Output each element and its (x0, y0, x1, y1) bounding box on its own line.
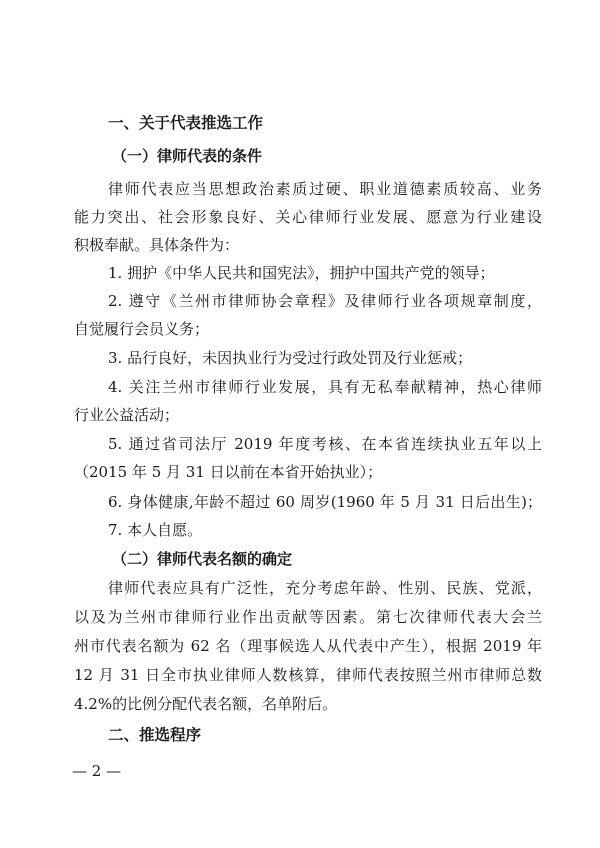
list-item-3: 3. 品行良好，未因执业行为受过行政处罚及行业惩戒； (108, 349, 473, 367)
paragraph-1-line-1: 律师代表应当思想政治素质过硬、职业道德素质较高、业务 (108, 180, 542, 198)
paragraph-2-line-3: 州市代表名额为 62 名（理事候选人从代表中产生），根据 2019 年 (74, 637, 542, 655)
section-heading-1: 一、关于代表推选工作 (108, 114, 264, 132)
paragraph-2-line-4: 12 月 31 日全市执业律师人数核算，律师代表按照兰州市律师总数 (74, 666, 542, 684)
subsection-heading-1: （一）律师代表的条件 (112, 147, 263, 165)
page-number: — 2 — (72, 762, 122, 780)
paragraph-1-line-2: 能力突出、社会形象良好、关心律师行业发展、愿意为行业建设 (74, 208, 542, 226)
list-item-6: 6. 身体健康,年龄不超过 60 周岁(1960 年 5 月 31 日后出生)； (108, 493, 542, 511)
paragraph-2-line-2: 以及为兰州市律师行业作出贡献等因素。第七次律师代表大会兰 (74, 608, 542, 626)
list-item-2-line-2: 自觉履行会员义务； (74, 320, 210, 338)
list-item-7: 7. 本人自愿。 (108, 521, 203, 539)
paragraph-1-line-3: 积极奉献。具体条件为： (74, 236, 240, 254)
list-item-5-line-2: （2015 年 5 月 31 日以前在本省开始执业）； (74, 463, 383, 481)
list-item-4-line-2: 行业公益活动； (74, 406, 180, 424)
paragraph-2-line-1: 律师代表应具有广泛性，充分考虑年龄、性别、民族、党派， (108, 579, 542, 597)
paragraph-2-line-5: 4.2%的比例分配代表名额，名单附后。 (74, 695, 338, 713)
subsection-heading-2: （二）律师代表名额的确定 (112, 550, 293, 568)
list-item-4-line-1: 4. 关注兰州市律师行业发展，具有无私奉献精神，热心律师 (108, 378, 542, 396)
section-heading-2: 二、推选程序 (108, 726, 202, 744)
list-item-1: 1. 拥护《中华人民共和国宪法》，拥护中国共产党的领导； (108, 264, 495, 282)
list-item-2-line-1: 2. 遵守《兰州市律师协会章程》及律师行业各项规章制度， (108, 292, 542, 310)
list-item-5-line-1: 5. 通过省司法厅 2019 年度考核、在本省连续执业五年以上 (108, 435, 542, 453)
